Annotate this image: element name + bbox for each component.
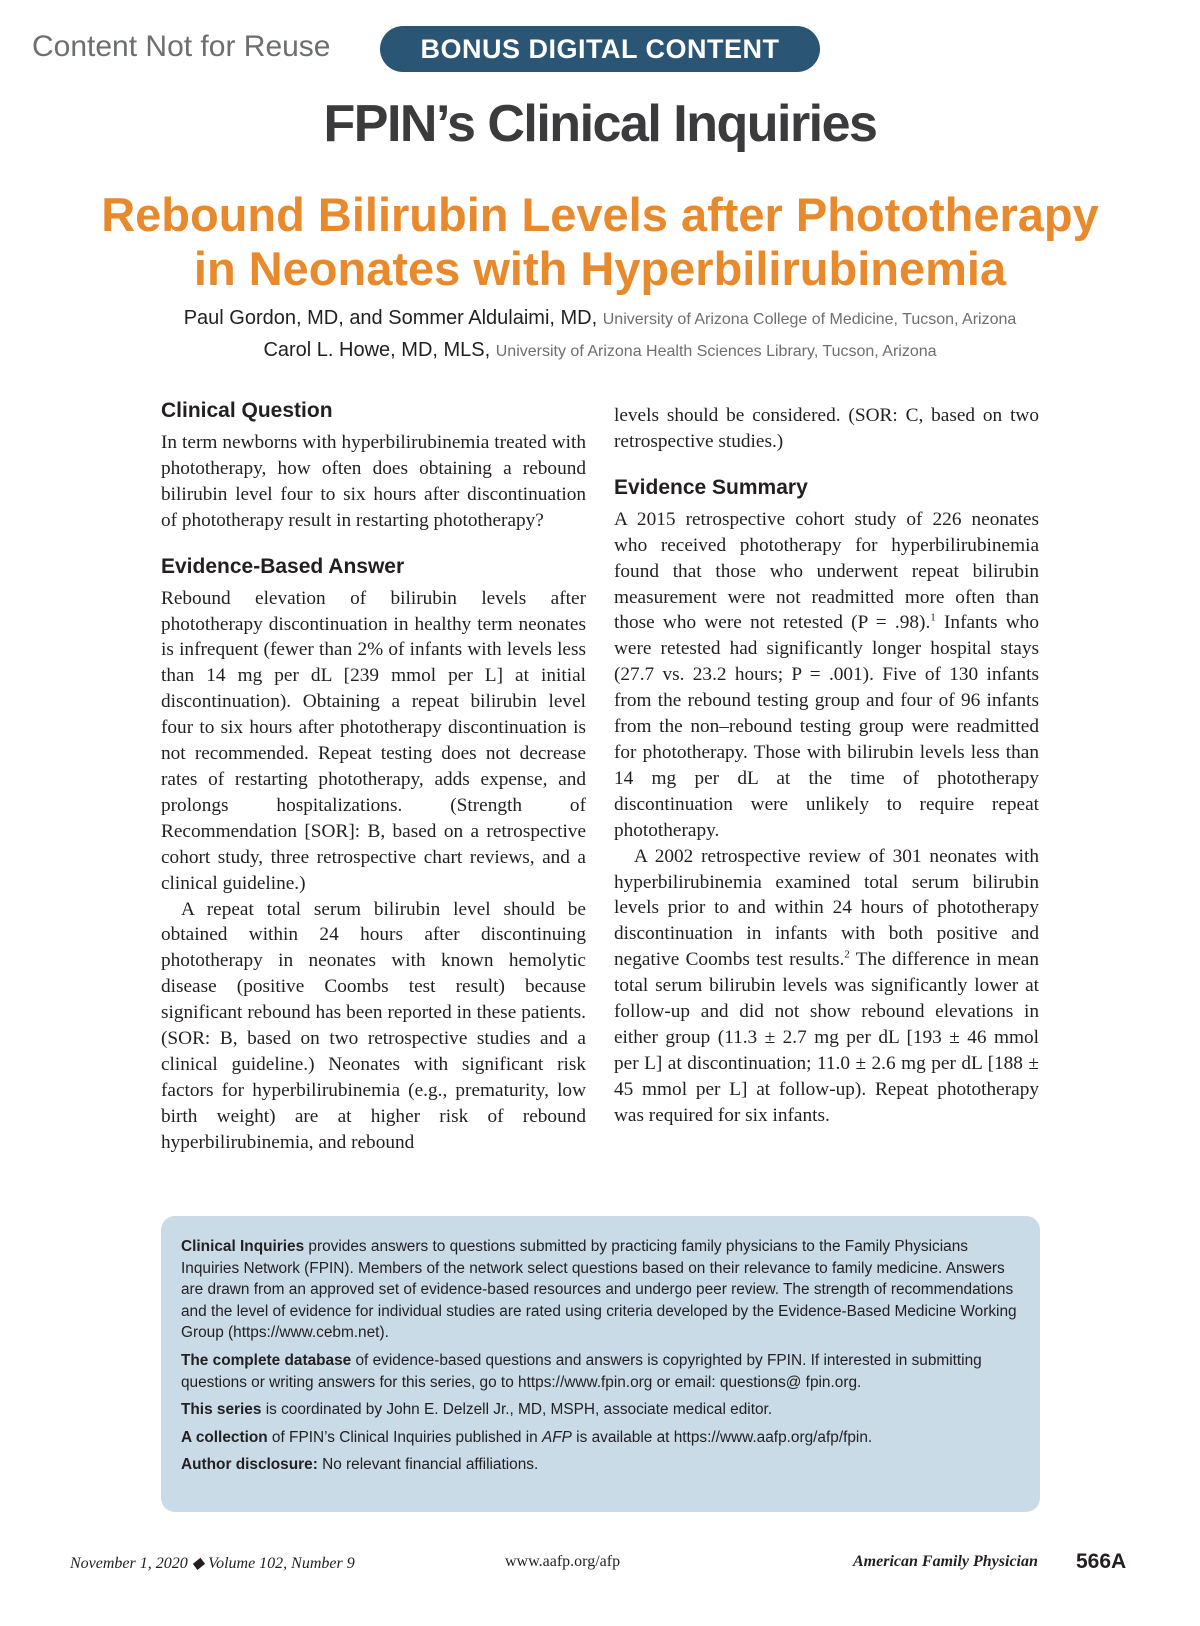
info-text: provides answers to questions submitted by practicing family physicians to the Family Physicians Inquiries Network (FPIN). Members of the network select questions based on their relevance to family medicine. Answers are drawn from an approved set of evidence-based resources and undergo peer review. The strength of recommendations and the level of evidence for individual studies are rated using criteria developed by the Evidence-Based Medicine Working Group (https://www.cebm.net). (181, 1238, 1017, 1342)
info-paragraph (181, 1454, 1018, 1476)
page-number: 566A (1076, 1550, 1127, 1573)
article-title-line-1: Rebound Bilirubin Levels after Phototherapy (101, 188, 1099, 241)
info-text: of evidence-based questions and answers is copyrighted by FPIN. If interested in submitting questions or writing answers for this series, go to https://www.fpin.org or email: questions@ fpin.org. (181, 1351, 982, 1391)
info-text: of FPIN’s Clinical Inquiries published in (267, 1428, 542, 1446)
summary-text: A 2002 retrospective review of 301 neonates with hyperbilirubinemia examined total serum bilirubin levels prior to and within 24 hours of phototherapy discontinuation in infants with both positive and negative Coombs test results. (614, 845, 1039, 971)
info-paragraph (181, 1427, 1018, 1449)
footer-journal: American Family Physician (853, 1553, 1038, 1570)
info-paragraph (181, 1399, 1018, 1421)
bonus-content-badge: BONUS DIGITAL CONTENT (380, 26, 820, 72)
info-text: No relevant financial affiliations. (317, 1456, 539, 1474)
author-line-2 (0, 339, 1200, 362)
info-box (161, 1216, 1040, 1512)
author-affiliation: University of Arizona Health Sciences Library, Tucson, Arizona (495, 343, 937, 360)
left-column (161, 398, 586, 1156)
reference-marker: 2 (844, 948, 850, 961)
reference-marker: 1 (930, 612, 936, 625)
clinical-question-text: In term newborns with hyperbilirubinemia treated with phototherapy, how often does obtaining a rebound bilirubin level four to six hours after discontinuation of phototherapy result in restarting phototherapy? (161, 432, 586, 531)
info-text: is available at https://www.aafp.org/afp/fpin. (571, 1428, 873, 1446)
series-title: FPIN’s Clinical Inquiries (323, 95, 877, 153)
info-lead: This series (181, 1401, 262, 1419)
right-column (614, 403, 1039, 1129)
footer-url: www.aafp.org/afp (505, 1553, 621, 1570)
answer-paragraph: A repeat total serum bilirubin level should be obtained within 24 hours after discontinuing phototherapy in neonates with known hemolytic disease (positive Coombs test result) because significant rebound has been reported in these patients. (SOR: B, based on two retrospective studies and a clinical guideline.) Neonates with significant risk factors for hyperbilirubinemia (e.g., prematurity, low birth weight) are at higher risk of rebound hyperbilirubinemia, and rebound (161, 898, 586, 1153)
info-paragraph (181, 1236, 1018, 1344)
summary-text: A 2015 retrospective cohort study of 226 neonates who received phototherapy for hyperbilirubinemia found that those who underwent repeat bilirubin measurement were not readmitted more often than those who were not retested (P = .98). (614, 508, 1039, 634)
article-title (40, 188, 1160, 296)
article-title-line-2: in Neonates with Hyperbilirubinemia (193, 242, 1007, 295)
summary-text: Infants who were retested had significantly longer hospital stays (27.7 vs. 23.2 hours; P = .001). Five of 130 infants from the rebound testing group and four of 96 infants from the non–rebound testing group were readmitted for phototherapy. Those with bilirubin levels less than 14 mg per dL at the time of phototherapy discontinuation were unlikely to require repeat phototherapy. (614, 612, 1039, 841)
author-names: Carol L. Howe, MD, MLS, (263, 339, 491, 361)
watermark-text: Content Not for Reuse (32, 30, 331, 63)
info-lead: Author disclosure: (181, 1456, 318, 1474)
evidence-based-answer-heading: Evidence-Based Answer (161, 554, 405, 578)
evidence-summary-heading: Evidence Summary (614, 475, 808, 499)
footer-issue: November 1, 2020 ◆ Volume 102, Number 9 (70, 1555, 355, 1572)
answer-paragraph-continued: levels should be considered. (SOR: C, based on two retrospective studies.) (614, 405, 1039, 452)
summary-paragraph (614, 844, 1039, 1129)
summary-paragraph (614, 507, 1039, 844)
answer-paragraph: Rebound elevation of bilirubin levels after phototherapy discontinuation in healthy term neonates is infrequent (fewer than 2% of infants with levels less than 14 mg per dL [239 mmol per L] at initial discontinuation). Obtaining a repeat bilirubin level four to six hours after phototherapy discontinuation is not recommended. Repeat testing does not decrease rates of restarting phototherapy, adds expense, and prolongs hospitalizations. (Strength of Recommendation [SOR]: B, based on a retrospective cohort study, three retrospective chart reviews, and a clinical guideline.) (161, 587, 586, 894)
summary-text: The difference in mean total serum bilirubin levels was significantly lower at follow-up and did not show rebound elevations in either group (11.3 ± 2.7 mg per dL [193 ± 46 mmol per L] at discontinuation; 11.0 ± 2.6 mg per dL [188 ± 45 mmol per L] at follow-up). Repeat phototherapy was required for six infants. (614, 949, 1039, 1126)
info-lead: The complete database (181, 1351, 352, 1369)
author-line-1 (0, 307, 1200, 330)
info-lead: Clinical Inquiries (181, 1238, 305, 1255)
author-names: Paul Gordon, MD, and Sommer Aldulaimi, MD, (183, 307, 598, 329)
info-text: is coordinated by John E. Delzell Jr., MD, MSPH, associate medical editor. (261, 1401, 773, 1419)
info-paragraph (181, 1350, 1018, 1393)
info-lead: A collection (181, 1428, 268, 1446)
author-affiliation: University of Arizona College of Medicine, Tucson, Arizona (602, 311, 1017, 328)
journal-abbrev: AFP (541, 1428, 572, 1446)
clinical-question-heading: Clinical Question (161, 399, 333, 422)
